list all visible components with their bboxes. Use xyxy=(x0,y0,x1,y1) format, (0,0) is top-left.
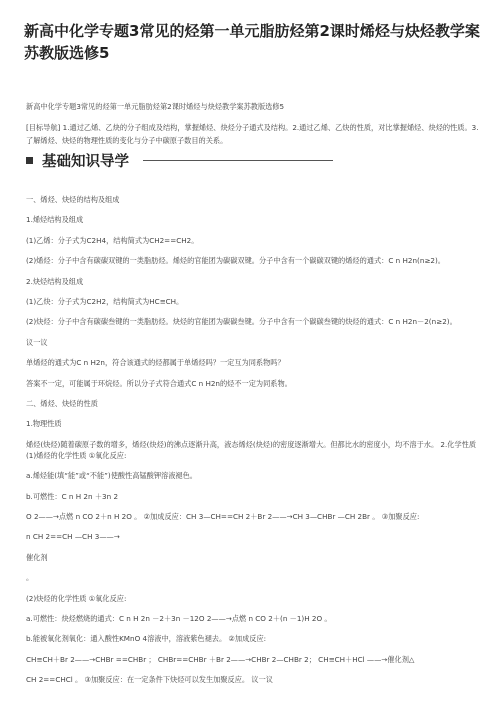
paragraph: O 2——→点燃 n CO 2＋n H 2O 。 ②加成反应：CH 3—CH==CH 2＋Br 2——→CH 3—CHBr —CH 2Br 。 ③加聚反应: xyxy=(26,512,420,522)
paragraph: CH 2==CHCl 。 ③加聚反应：在一定条件下炔烃可以发生加聚反应。 议一议 xyxy=(26,675,273,685)
paragraph: 。 xyxy=(26,573,34,583)
paragraph: b.可燃性：C n H 2n ＋3n 2 xyxy=(26,491,119,501)
body-text xyxy=(26,194,484,695)
document-title: 新高中化学专题3常见的烃第一单元脂肪烃第2课时烯烃与炔烃教学案苏教版选修5 xyxy=(24,22,480,62)
paragraph: 烯烃(炔烃)随着碳原子数的增多，烯烃(炔烃)的沸点逐渐升高，液态烯烃(炔烃)的密度逐渐增大。但都比水的密度小，均不溶于水。 2.化学性质 (1)烯烃的化学性质 ①氧化反应: xyxy=(26,439,477,460)
section-title: 基础知识导学 xyxy=(42,153,129,170)
paragraph: 1.物理性质 xyxy=(26,419,62,429)
paragraph: 二、烯烃、炔烃的性质 xyxy=(26,398,98,408)
paragraph: a.可燃性：炔烃燃烧的通式：C n H 2n －2＋3n －12O 2——→点燃 n CO 2＋(n －1)H 2O 。 xyxy=(26,614,332,624)
section-header xyxy=(26,150,486,170)
paragraph: 催化剂 xyxy=(26,552,48,562)
paragraph: a.烯烃能(填“能”或“不能”)使酸性高锰酸钾溶液褪色。 xyxy=(26,471,197,481)
section-divider xyxy=(143,160,333,161)
paragraph: 单烯烃的通式为C n H2n，符合该通式的烃都属于单烯烃吗？一定互为同系物吗？ xyxy=(26,358,285,368)
paragraph: 答案不一定，可能属于环烷烃。所以分子式符合通式C n H2n的烃不一定为同系物。 xyxy=(26,378,292,388)
paragraph: n CH 2==CH —CH 3——→ xyxy=(26,532,120,542)
square-bullet-icon xyxy=(26,157,33,164)
paragraph: 1.烯烃结构及组成 xyxy=(26,215,84,225)
paragraph: 2.炔烃结构及组成 xyxy=(26,276,84,286)
paragraph: (2)烯烃：分子中含有碳碳双键的一类脂肪烃。烯烃的官能团为碳碳双键。分子中含有一个碳碳双键的烯烃的通式：C n H2n(n≥2)。 xyxy=(26,256,445,266)
paragraph: (2)炔烃的化学性质 ①氧化反应: xyxy=(26,593,127,603)
paragraph: (2)炔烃：分子中含有碳碳叁键的一类脂肪烃。炔烃的官能团为碳碳叁键。分子中含有一个碳碳叁键的炔烃的通式：C n H2n－2(n≥2)。 xyxy=(26,317,457,327)
lead-block xyxy=(26,100,481,147)
paragraph: CH≡CH＋Br 2——→CHBr ==CHBr ； CHBr==CHBr ＋Br 2——→CHBr 2—CHBr 2； CH≡CH＋HCl ——→催化剂△ xyxy=(26,654,415,664)
lead-subtitle: 新高中化学专题3常见的烃第一单元脂肪烃第2课时烯烃与炔烃教学案苏教版选修5 xyxy=(26,102,285,111)
learning-objectives: [目标导航] 1.通过乙烯、乙炔的分子组成及结构，掌握烯烃、炔烃分子通式及结构。2.通过乙烯、乙炔的性质，对比掌握烯烃、炔烃的性质。3.了解烯烃、炔烃的物理性质的变化与分子中碳原子数目的关系。 xyxy=(26,123,479,145)
paragraph: 议一议 xyxy=(26,337,48,347)
paragraph: (1)乙炔：分子式为C2H2，结构简式为HC≡CH。 xyxy=(26,296,184,306)
paragraph: (1)乙烯：分子式为C2H4，结构简式为CH2==CH2。 xyxy=(26,235,199,245)
paragraph: b.能被氧化剂氧化：通入酸性KMnO 4溶液中，溶液紫色褪去。 ②加成反应: xyxy=(26,634,267,644)
paragraph: 一、烯烃、炔烃的结构及组成 xyxy=(26,195,120,204)
